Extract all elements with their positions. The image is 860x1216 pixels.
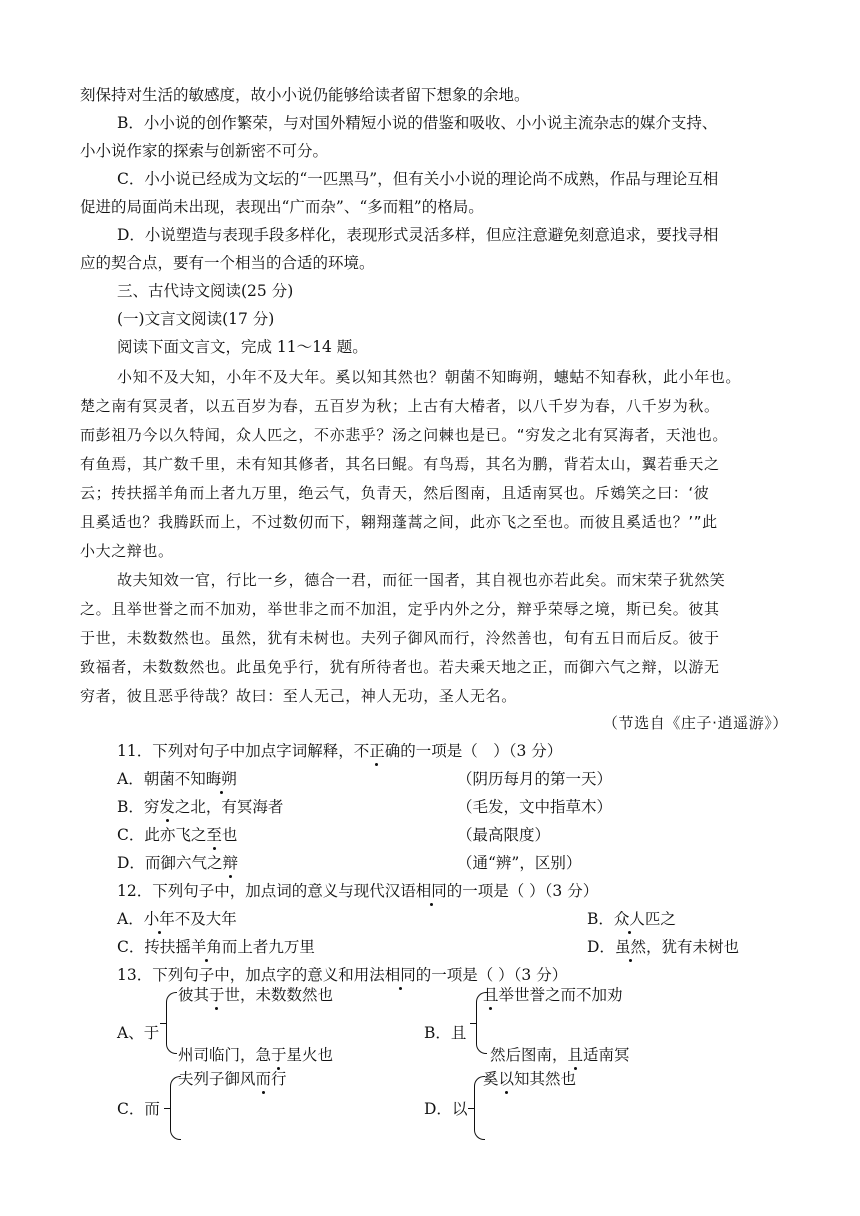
exam-page: 刻保持对生活的敏感度，故小小说仍能够给读者留下想象的余地。 B．小小说的创作繁荣，与对国外精短小说的借鉴和吸收、小小说主流杂志的媒介支持、 小小说作家的探索与创新密不可分。 C．小小说已经成为文坛的“一匹黑马”，但有关小小说的理论尚不成熟，作品与理论互相 促进的局面尚未出现，表现出“广而杂”、“多而粗”的格局。 D．小说塑造与表现手段多样化，表现形式灵活多样，但应注意避免刻意追求，要找寻相 应的契合点，要有一个相当的合适的环境。 三、古代诗文阅读(25 分) (一)文言文阅读(17 分) 阅读下面文言文，完成 11～14 题。 小知不及大知，小年不及大年。奚以知其然也？朝菌不知晦朔，蟪蛄不知春秋，此小年也。 楚之南有冥灵者，以五百岁为春，五百岁为秋；上古有大椿者，以八千岁为春，八千岁为秋。 而彭祖乃今以久特闻，众人匹之，不亦悲乎？汤之问棘也是已。“穷发之北有冥海者，天池也。 有鱼焉，其广数千里，未有知其修者，其名曰鲲。有鸟焉，其名为鹏，背若太山，翼若垂天之 云；抟扶摇羊角而上者九万里，绝云气，负青天，然后图南，且适南冥也。斥鴳笑之曰：‘彼 且奚适也？我腾跃而上，不过数仞而下，翱翔蓬蒿之间，此亦飞之至也。而彼且奚适也？’”此 小大之辩也。 故夫知效一官，行比一乡，德合一君，而征一国者，其自视也亦若此矣。而宋荣子犹然笑 之。且举世誉之而不加劝，举世非之而不加沮，定乎内外之分，辩乎荣辱之境，斯已矣。彼其 于世，未数数然也。虽然，犹有未树也。夫列子御风而行，泠然善也，旬有五日而后反。彼于 致福者，未数数然也。此虽免乎行，犹有所待者也。若夫乘天地之正，而御六气之辩，以游无 穷者，彼且恶乎待哉？故曰：至人无己，神人无功，圣人无名。 （节选自《庄子·逍遥游》） 11．下列对句子中加点字词解释，不正确的一项是（ ）（3 分） A．朝菌不知晦朔 （阴历每月的第一天） B．穷发之北，有冥海者 （毛发，文中指草木） C．此亦飞之至也 （最高限度） D．而御六气之辩 （通“辨”，区别） 12．下列句子中，加点词的意义与现代汉语相同的一项是（ ）（3 分） A．小年不及大年 B．众人匹之 C．抟扶摇羊角而上者九万里 D．虽然，犹有未树也 13．下列句子中，加点字的意义和用法相同的一项是（ ）（3 分） A、于 彼其于世，未数数然也 州司临门，急于星火也 B．且 且举世誉之而不加劝 然后图南，且适南冥 C．而 夫列子御风而行 D．以 奚以知其然也 (0, 0, 860, 1216)
gloss: （通“辨”，区别） (457, 854, 582, 872)
question-12-row-2 (117, 936, 788, 958)
passage-line: 楚之南有冥灵者，以五百岁为春，五百岁为秋；上古有大椿者，以八千岁为春，八千岁为秋。 (80, 397, 720, 415)
paragraph-a-end: 刻保持对生活的敏感度，故小小说仍能够给读者留下想象的余地。 (80, 86, 530, 104)
gloss: （最高限度） (457, 826, 551, 844)
question-12-option-c: C．抟扶摇羊角而上者九万里 (117, 938, 315, 956)
passage-line: 小大之辩也。 (80, 542, 174, 560)
passage-line: 且奚适也？我腾跃而上，不过数仞而下，翱翔蓬蒿之间，此亦飞之至也。而彼且奚适也？’”此 (80, 513, 718, 531)
question-12-option-b: B．众人匹之 (587, 910, 676, 928)
option-b-line-1: B．小小说的创作繁荣，与对国外精短小说的借鉴和吸收、小小说主流杂志的媒介支持、 (117, 114, 718, 132)
question-11-option-d: D．而御六气之辩 （通“辨”，区别） (117, 854, 582, 872)
question-11-option-a: A．朝菌不知晦朔 （阴历每月的第一天） (117, 770, 613, 788)
dotted-emphasis: 相同 (415, 882, 447, 900)
passage-source: （节选自《庄子·逍遥游》） (602, 714, 788, 732)
option-d-line-1: D．小说塑造与表现手段多样化，表现形式灵活多样，但应注意避免刻意追求，要找寻相 (117, 226, 719, 244)
question-12-option-a: A．小年不及大年 (117, 910, 237, 928)
section-3-1-heading: (一)文言文阅读(17 分) (117, 310, 275, 328)
question-12-option-d: D．虽然，犹有未树也 (587, 938, 739, 956)
section-3-heading: 三、古代诗文阅读(25 分) (117, 282, 294, 300)
passage-line: 故夫知效一官，行比一乡，德合一君，而征一国者，其自视也亦若此矣。而宋荣子犹然笑 (117, 571, 726, 589)
option-b-line-2: 小小说作家的探索与创新密不可分。 (80, 142, 329, 160)
question-13-stem: 13．下列句子中，加点字的意义和用法相同的一项是（ ）（3 分） (117, 966, 568, 984)
passage-line: 有鱼焉，其广数千里，未有知其修者，其名曰鲲。有鸟焉，其名为鹏，背若太山，翼若垂天之 (80, 455, 720, 473)
question-11-option-c: C．此亦飞之至也 （最高限度） (117, 826, 551, 844)
passage-line: 而彭祖乃今以久特闻，众人匹之，不亦悲乎？汤之问棘也是已。“穷发之北有冥海者，天池也。 (80, 426, 728, 444)
dotted-word: 发 (159, 798, 175, 816)
question-11-option-b: B．穷发之北，有冥海者 （毛发，文中指草木） (117, 798, 613, 816)
passage-line: 之。且举世誉之而不加劝，举世非之而不加沮，定乎内外之分，辩乎荣辱之境，斯已矣。彼其 (80, 600, 720, 618)
question-12-row-1 (117, 908, 788, 930)
reading-instruction: 阅读下面文言文，完成 11～14 题。 (117, 338, 368, 356)
dotted-emphasis: 不正确 (353, 742, 401, 760)
passage-line: 致福者，未数数然也。此虽免乎行，犹有所待者也。若夫乘天地之正，而御六气之辩，以游无 (80, 658, 720, 676)
gloss: （毛发，文中指草木） (457, 798, 613, 816)
dotted-word: 辩 (222, 854, 238, 872)
passage-line: 云；抟扶摇羊角而上者九万里，绝云气，负青天，然后图南，且适南冥也。斥鴳笑之曰：‘彼 (80, 484, 710, 502)
option-c-line-2: 促进的局面尚未出现，表现出“广而杂”、“多而粗”的格局。 (80, 198, 484, 216)
passage-line: 于世，未数数然也。虽然，犹有未树也。夫列子御风而行，泠然善也，旬有五日而后反。彼于 (80, 629, 720, 647)
option-c-line-1: C．小小说已经成为文坛的“一匹黑马”，但有关小小说的理论尚不成熟，作品与理论互相 (117, 170, 719, 188)
question-11-stem: 11．下列对句子中加点字词解释，不正确的一项是（ ）（3 分） (117, 742, 563, 760)
gloss: （阴历每月的第一天） (457, 770, 613, 788)
option-d-line-2: 应的契合点，要有一个相当的合适的环境。 (80, 254, 375, 272)
brace (166, 992, 177, 1054)
passage-line: 小知不及大知，小年不及大年。奚以知其然也？朝菌不知晦朔，蟪蛄不知春秋，此小年也。 (117, 368, 742, 386)
passage-line: 穷者，彼且恶乎待哉？故曰：至人无己，神人无功，圣人无名。 (80, 687, 517, 705)
dotted-word: 晦朔 (205, 770, 237, 788)
question-12-stem: 12．下列句子中，加点词的意义与现代汉语相同的一项是（ ）（3 分） (117, 882, 599, 900)
dotted-emphasis: 相同 (384, 966, 416, 984)
dotted-word: 至 (206, 826, 222, 844)
